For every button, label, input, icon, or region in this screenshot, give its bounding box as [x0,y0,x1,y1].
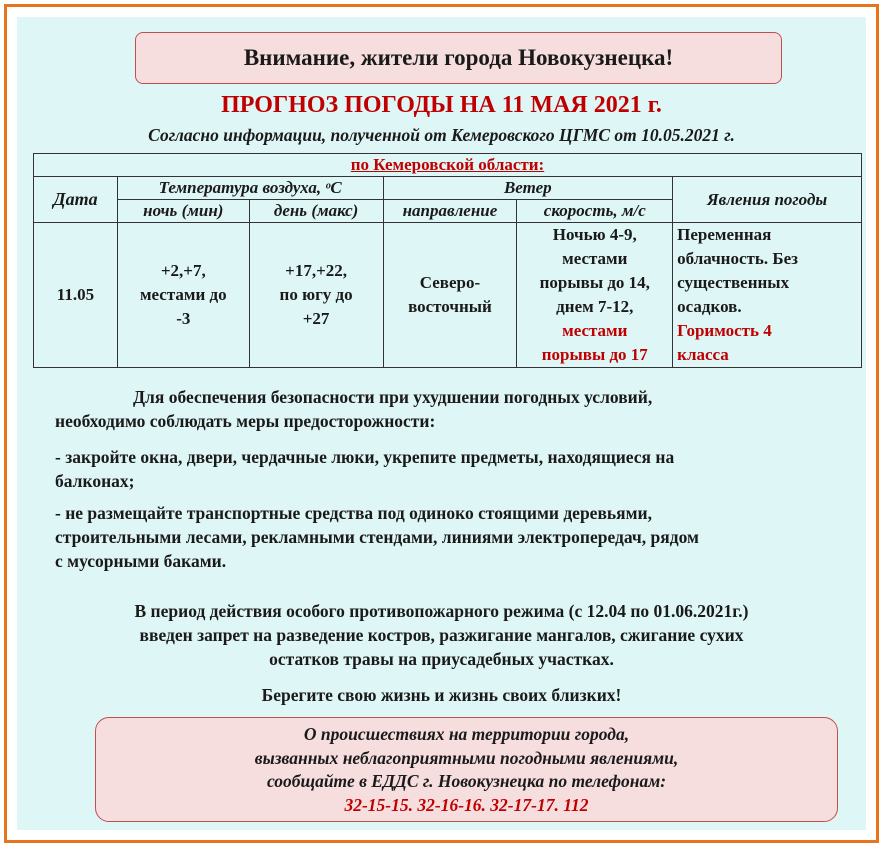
speed-line: Ночью 4-9, [552,225,637,244]
report-line: вызванных неблагоприятными погодными явлениями, [254,747,679,768]
day-line: по югу до [279,285,353,304]
phenomena-line: существенных [677,273,790,292]
col-direction: направление [383,200,517,223]
table-row [34,223,862,368]
safety-item-line: строительными лесами, рекламными стендами, линиями электропередач, рядом [55,527,699,547]
page-frame [4,4,879,843]
col-day: день (макс) [249,200,383,223]
fire-line: введен запрет на разведение костров, разжигание мангалов, сжигание сухих [139,625,744,645]
region-header: по Кемеровской области: [34,154,862,177]
night-line: -3 [176,309,191,328]
attention-banner: Внимание, жители города Новокузнецка! [135,32,782,84]
report-line: сообщайте в ЕДДС г. Новокузнецка по телефонам: [266,771,667,791]
cell-phenomena [673,223,862,368]
care-message: Берегите свою жизнь и жизнь своих близких! [261,685,622,705]
cell-speed [517,223,673,368]
safety-item-vehicles [55,501,855,573]
safety-intro-line: необходимо соблюдать меры предосторожности: [55,411,436,431]
safety-item-line: - не размещайте транспортные средства под одиноко стоящими деревьями, [55,503,652,523]
phenomena-line: Переменная [677,225,772,244]
col-phenomena: Явления погоды [673,177,862,223]
speed-line-alert: местами [562,321,628,340]
direction-line: Северо- [419,273,481,292]
day-line: +27 [302,309,330,328]
safety-item-line: балконах; [55,471,135,491]
day-line: +17,+22, [285,261,348,280]
safety-intro [55,385,855,433]
safety-item-line: с мусорными баками. [55,551,227,571]
phenomena-line: осадков. [677,297,742,316]
safety-intro-line: Для обеспечения безопасности при ухудшении погодных условий, [133,387,653,407]
safety-item-line: - закройте окна, двери, чердачные люки, укрепите предметы, находящиеся на [55,447,675,467]
speed-line: местами [562,249,628,268]
col-wind: Ветер [383,177,673,200]
cell-date: 11.05 [34,223,118,368]
content-area [17,17,866,830]
forecast-title: ПРОГНОЗ ПОГОДЫ НА 11 МАЯ 2021 г. [221,92,662,118]
speed-line: днем 7-12, [556,297,634,316]
cell-day [249,223,383,368]
night-line: +2,+7, [160,261,206,280]
fire-regime-notice [17,599,866,671]
safety-item-windows [55,445,855,493]
cell-direction [383,223,517,368]
phenomena-line-alert: класса [677,345,729,364]
phenomena-line: облачность. Без [677,249,798,268]
fire-line: В период действия особого противопожарного режима (с 12.04 по 01.06.2021г.) [134,601,749,621]
report-panel [95,717,838,822]
col-temperature: Температура воздуха, ᵒС [117,177,383,200]
speed-line: порывы до 14, [539,273,650,292]
forecast-table [33,153,862,368]
col-speed: скорость, м/с [517,200,673,223]
night-line: местами до [139,285,227,304]
col-date: Дата [34,177,118,223]
report-line: О происшествиях на территории города, [303,724,630,744]
fire-line: остатков травы на приусадебных участках. [269,649,614,669]
cell-night [117,223,249,368]
speed-line-alert: порывы до 17 [541,345,648,364]
direction-line: восточный [408,297,492,316]
emergency-phones: 32-15-15. 32-16-16. 32-17-17. 112 [344,794,589,815]
forecast-source: Согласно информации, полученной от Кемеровского ЦГМС от 10.05.2021 г. [148,125,735,145]
col-night: ночь (мин) [117,200,249,223]
phenomena-line-alert: Горимость 4 [677,321,772,340]
